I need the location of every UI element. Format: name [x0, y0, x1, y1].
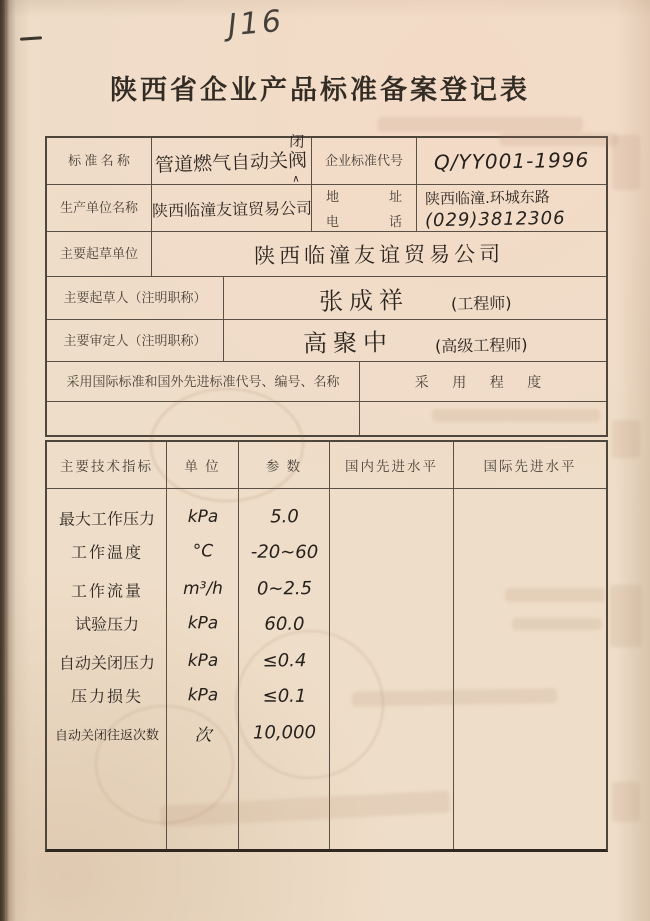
spec-row	[47, 496, 606, 536]
producer-label: 生产单位名称	[59, 200, 138, 216]
standard-name-value: 管道燃气自动关阀 闭 ∧	[155, 131, 308, 185]
bleedthrough-smudge	[612, 420, 640, 458]
approver-title-note: (高级工程师)	[434, 335, 528, 356]
form-title: 陕西省企业产品标准备案登记表	[110, 75, 530, 105]
spec-unit: 次	[194, 725, 212, 746]
page-number-annotation: J16	[226, 3, 286, 44]
bleedthrough-smudge	[512, 618, 602, 630]
address-phone-label-cell	[312, 185, 417, 231]
header-domestic-level: 国内先进水平	[330, 442, 454, 488]
spec-indicator: 工作流量	[70, 580, 144, 601]
spec-indicator: 试验压力	[74, 614, 140, 634]
spec-value: 5.0	[270, 505, 299, 527]
drafter-label-cell	[47, 277, 224, 319]
table-row	[47, 185, 606, 232]
drafter-title-note: (工程师)	[450, 292, 512, 314]
bleedthrough-smudge	[500, 133, 618, 146]
spec-unit: °C	[192, 541, 214, 562]
spec-indicator: 工作温度	[70, 542, 144, 562]
spec-header-row	[47, 442, 606, 489]
table-row	[47, 277, 606, 320]
standard-name-label-cell	[47, 138, 152, 184]
spec-row	[47, 533, 606, 572]
spec-unit: kPa	[187, 685, 219, 706]
approver-label: 主要审定人（注明职称）	[63, 332, 207, 348]
bleedthrough-smudge	[432, 409, 600, 422]
drafting-unit-label: 主要起草单位	[59, 246, 138, 262]
address-phone-value-cell	[417, 185, 606, 231]
spec-unit: kPa	[187, 506, 219, 527]
phone-label-row: 电 话	[326, 214, 402, 229]
address-phone-value	[417, 187, 606, 230]
enterprise-standard-code-value: Q/YY001-1996	[433, 147, 590, 175]
standard-name-label: 标 准 名 称	[68, 153, 130, 169]
header-indicator: 主要技术指标	[47, 442, 167, 488]
drafting-unit-value: 陕西临潼友谊贸易公司	[253, 241, 505, 269]
header-parameter: 参 数	[239, 442, 330, 488]
adoption-degree-label: 采 用 程 度	[414, 375, 552, 391]
drafter-name: 张成祥	[318, 285, 410, 316]
producer-value: 陕西临潼友谊贸易公司	[151, 198, 312, 220]
drafter-value-cell	[224, 277, 606, 319]
approver-name: 高聚中	[302, 328, 394, 358]
table-row	[47, 320, 606, 362]
stamp-ghost	[150, 388, 304, 502]
drafter-label: 主要起草人（注明职称）	[63, 290, 207, 306]
approver-value-cell	[224, 320, 606, 361]
inserted-character: 闭	[289, 131, 306, 151]
page-binding-shadow-soft	[6, 0, 16, 921]
spec-unit: kPa	[187, 650, 219, 671]
spec-indicator: 自动关闭往返次数	[54, 727, 160, 744]
code-label-cell	[312, 138, 417, 184]
producer-label-cell	[47, 185, 152, 231]
spec-indicator: 压力损失	[70, 686, 144, 706]
address-phone-label	[312, 186, 416, 230]
spec-unit: m³/h	[182, 578, 224, 600]
adopted-standards-label: 采用国际标准和国外先进标准代号、编号、名称	[66, 373, 340, 389]
spec-value: 60.0	[264, 613, 305, 635]
approver-value	[224, 323, 606, 358]
enterprise-standard-code-label: 企业标准代号	[324, 153, 403, 169]
spec-value: 10,000	[252, 721, 317, 744]
handwritten-dash-mark	[20, 36, 42, 40]
standard-name-value-cell	[152, 131, 312, 185]
drafting-unit-label-cell	[47, 232, 152, 276]
spec-unit: kPa	[187, 613, 219, 634]
registration-info-table	[45, 131, 608, 437]
insertion-caret: ∧	[292, 173, 301, 185]
header-international-level: 国际先进水平	[483, 459, 577, 474]
bleedthrough-smudge	[610, 585, 642, 647]
bleedthrough-smudge	[612, 782, 640, 822]
producer-value-cell	[152, 185, 312, 231]
phone-value: (029)3812306	[424, 207, 566, 231]
address-value: 陕西临潼.环城东路	[424, 187, 550, 208]
bleedthrough-smudge	[612, 135, 640, 190]
spec-value: -20~60	[250, 541, 319, 563]
spec-value: 0~2.5	[256, 577, 313, 599]
table-row	[47, 232, 606, 277]
spec-indicator: 自动关闭压力	[58, 652, 156, 673]
bleedthrough-smudge	[505, 588, 605, 602]
approver-label-cell	[47, 320, 224, 361]
drafter-value	[224, 281, 606, 316]
drafting-unit-value-cell	[152, 232, 606, 276]
address-label-row: 地 址	[326, 189, 402, 204]
spec-indicator: 最大工作压力	[58, 508, 156, 529]
spec-value: ≤0.1	[262, 685, 307, 707]
bleedthrough-smudge	[378, 117, 583, 132]
spec-value: ≤0.4	[262, 649, 307, 671]
header-unit: 单 位	[167, 442, 239, 488]
table-row	[47, 362, 606, 402]
adoption-degree-label-cell	[360, 362, 606, 401]
